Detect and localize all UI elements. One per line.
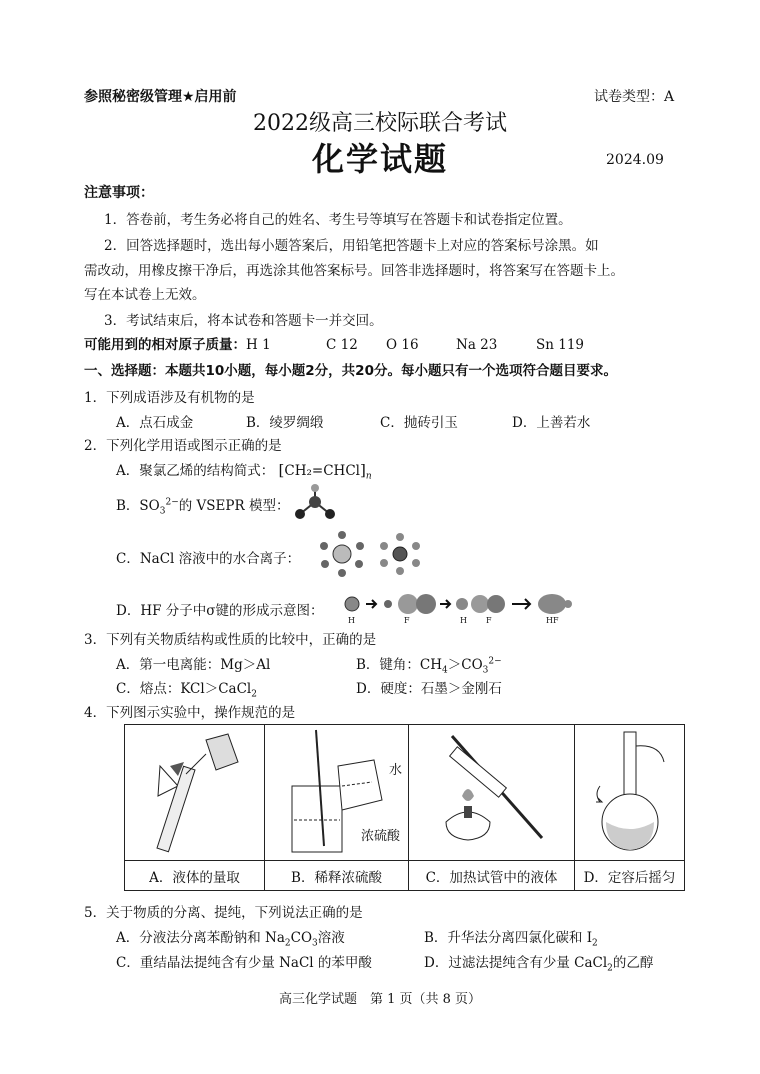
q3-option-b-sup: 2− bbox=[488, 656, 502, 667]
q2-option-a-label: A．聚氯乙烯的结构简式： bbox=[116, 463, 275, 479]
q2-option-b bbox=[116, 494, 289, 517]
q3-option-b-sub1: 4 bbox=[442, 665, 448, 676]
q4-caption-b: B．稀释浓硫酸 bbox=[265, 861, 409, 891]
pvc-bracket-left: [ bbox=[278, 461, 285, 479]
q1-stem: 1．下列成语涉及有机物的是 bbox=[84, 390, 255, 406]
q4-caption-c: C．加热试管中的液体 bbox=[409, 861, 575, 891]
atomic-mass-c: C 12 bbox=[326, 337, 358, 353]
q5-option-b bbox=[424, 926, 598, 949]
q5-option-d-pre: D．过滤法提纯含有少量 CaCl bbox=[424, 955, 608, 971]
graduated-cylinder-pouring-icon bbox=[130, 726, 260, 856]
q2-stem: 2．下列化学用语或图示正确的是 bbox=[84, 438, 282, 454]
hf-molecule-icon bbox=[564, 600, 572, 608]
sigma-label-f2: F bbox=[486, 616, 492, 625]
q2-option-a bbox=[116, 459, 372, 482]
q5-option-a-sub1: 2 bbox=[284, 938, 291, 949]
q3-option-a: A．第一电离能：Mg＞Al bbox=[116, 657, 271, 673]
h-orbital-icon bbox=[384, 600, 392, 608]
confidential-label: 参照秘密级管理★启用前 bbox=[84, 89, 237, 105]
q3-option-b-pre: B．键角：CH bbox=[356, 657, 443, 673]
note-item-2-cont: 需改动，用橡皮擦干净后，再选涂其他答案标号。回答非选择题时，将答案写在答题卡上。 bbox=[84, 263, 624, 279]
q2-option-d: D．HF 分子中σ键的形成示意图： bbox=[116, 603, 324, 619]
q5-option-d-sub: 2 bbox=[607, 963, 613, 974]
vsepr-sulfur-icon bbox=[309, 496, 321, 508]
q2-option-b-post: 的 VSEPR 模型： bbox=[178, 498, 290, 514]
q5-option-b-sub: 2 bbox=[592, 938, 598, 949]
pvc-n: n bbox=[365, 471, 372, 482]
q4-figure-b bbox=[265, 725, 409, 861]
vsepr-lone-pair-icon bbox=[311, 484, 319, 492]
q3-option-b-sub2: 3 bbox=[482, 665, 489, 676]
q3-option-b-mid: ＞CO bbox=[447, 657, 483, 673]
f-orbital-icon bbox=[487, 595, 505, 613]
f-orbital-icon bbox=[398, 594, 418, 614]
q5-option-c: C．重结晶法提纯含有少量 NaCl 的苯甲酸 bbox=[116, 955, 372, 971]
water-label: 水 bbox=[388, 763, 402, 778]
hydrated-cation-icon bbox=[320, 531, 364, 577]
q2-option-b-sup: 2− bbox=[165, 497, 179, 508]
q5-option-d-post: 的乙醇 bbox=[612, 955, 654, 971]
q3-stem: 3．下列有关物质结构或性质的比较中，正确的是 bbox=[84, 632, 377, 648]
hydrated-anion-icon bbox=[380, 533, 420, 575]
q4-figure-a bbox=[125, 725, 265, 861]
subject-title: 化学试题 bbox=[311, 140, 448, 178]
atomic-mass-h: H 1 bbox=[246, 337, 271, 353]
q5-option-a-pre: A．分液法分离苯酚钠和 Na bbox=[116, 930, 285, 946]
q3-option-c-sub: 2 bbox=[251, 689, 257, 700]
q3-option-b bbox=[356, 653, 502, 676]
volumetric-flask-icon bbox=[580, 726, 680, 856]
q4-caption-a: A．液体的量取 bbox=[125, 861, 265, 891]
q5-option-a-mid: CO bbox=[290, 930, 313, 946]
sigma-label-f1: F bbox=[404, 616, 410, 625]
pvc-formula: CH₂=CHCl bbox=[284, 463, 360, 479]
test-tube-heating-icon bbox=[422, 726, 562, 856]
vsepr-oxygen-icon bbox=[295, 509, 305, 519]
pvc-bracket-right: ] bbox=[359, 461, 366, 479]
atomic-mass-label: 可能用到的相对原子质量： bbox=[84, 337, 246, 353]
q1-option-b: B．绫罗绸缎 bbox=[246, 415, 324, 431]
q5-option-b-pre: B．升华法分离四氯化碳和 I bbox=[424, 930, 593, 946]
sigma-label-h2: H bbox=[460, 616, 467, 625]
note-item-2-cont2: 写在本试卷上无效。 bbox=[84, 287, 206, 303]
sigma-label-h1: H bbox=[348, 616, 355, 625]
atomic-mass-row bbox=[84, 333, 584, 353]
q5-option-d bbox=[424, 951, 653, 974]
note-item-2: 2．回答选择题时，选出每小题答案后，用铅笔把答题卡上对应的答案标号涂黑。如 bbox=[104, 238, 599, 254]
exam-date: 2024.09 bbox=[606, 152, 664, 168]
arrow-icon bbox=[366, 600, 376, 608]
atomic-mass-o: O 16 bbox=[386, 337, 419, 353]
section-heading: 一、选择题：本题共10小题，每小题2分，共20分。每小题只有一个选项符合题目要求。 bbox=[84, 363, 617, 379]
h-orbital-icon bbox=[345, 597, 359, 611]
q3-option-c bbox=[116, 677, 257, 700]
sigma-label-hf: HF bbox=[546, 616, 559, 625]
arrow-icon bbox=[440, 600, 450, 608]
hydrated-ions-diagram bbox=[316, 528, 426, 580]
q1-option-c: C．抛砖引玉 bbox=[380, 415, 458, 431]
q2-option-b-pre: B．SO bbox=[116, 498, 160, 514]
q2-option-b-sub: 3 bbox=[159, 506, 166, 517]
page-footer: 高三化学试题 第 1 页（共 8 页） bbox=[278, 992, 482, 1007]
q3-option-c-pre: C．熔点：KCl＞CaCl bbox=[116, 681, 252, 697]
hf-molecule-icon bbox=[538, 594, 566, 614]
f-orbital-icon bbox=[471, 595, 489, 613]
note-item-1: 1．答卷前，考生务必将自己的姓名、考生号等填写在答题卡和试卷指定位置。 bbox=[104, 212, 572, 228]
q5-option-a bbox=[116, 926, 345, 949]
q5-option-a-sub2: 3 bbox=[312, 938, 318, 949]
q4-stem: 4．下列图示实验中，操作规范的是 bbox=[84, 705, 296, 721]
q4-figure-table bbox=[124, 724, 685, 891]
q3-option-d: D．硬度：石墨＞金刚石 bbox=[356, 681, 502, 697]
exam-title: 2022级高三校际联合考试 bbox=[253, 111, 507, 136]
q5-stem: 5．关于物质的分离、提纯，下列说法正确的是 bbox=[84, 905, 363, 921]
q4-figure-d bbox=[575, 725, 685, 861]
q4-figure-c bbox=[409, 725, 575, 861]
q5-option-a-post: 溶液 bbox=[317, 930, 345, 946]
q2-option-c: C．NaCl 溶液中的水合离子： bbox=[116, 551, 301, 567]
f-orbital-icon bbox=[416, 594, 436, 614]
paper-type: 试卷类型：A bbox=[594, 89, 675, 105]
arrow-icon bbox=[512, 599, 530, 609]
atomic-mass-na: Na 23 bbox=[456, 337, 498, 353]
vsepr-model-diagram bbox=[290, 482, 340, 524]
q1-option-d: D．上善若水 bbox=[512, 415, 591, 431]
h-orbital-icon bbox=[456, 598, 468, 610]
q4-caption-d: D．定容后摇匀 bbox=[575, 861, 685, 891]
vsepr-oxygen-icon bbox=[325, 509, 335, 519]
atomic-mass-sn: Sn 119 bbox=[536, 337, 585, 353]
note-item-3: 3．考试结束后，将本试卷和答题卡一并交回。 bbox=[104, 313, 383, 329]
acid-label: 浓硫酸 bbox=[360, 829, 400, 844]
notes-heading: 注意事项： bbox=[84, 185, 154, 201]
q1-option-a: A．点石成金 bbox=[116, 415, 194, 431]
